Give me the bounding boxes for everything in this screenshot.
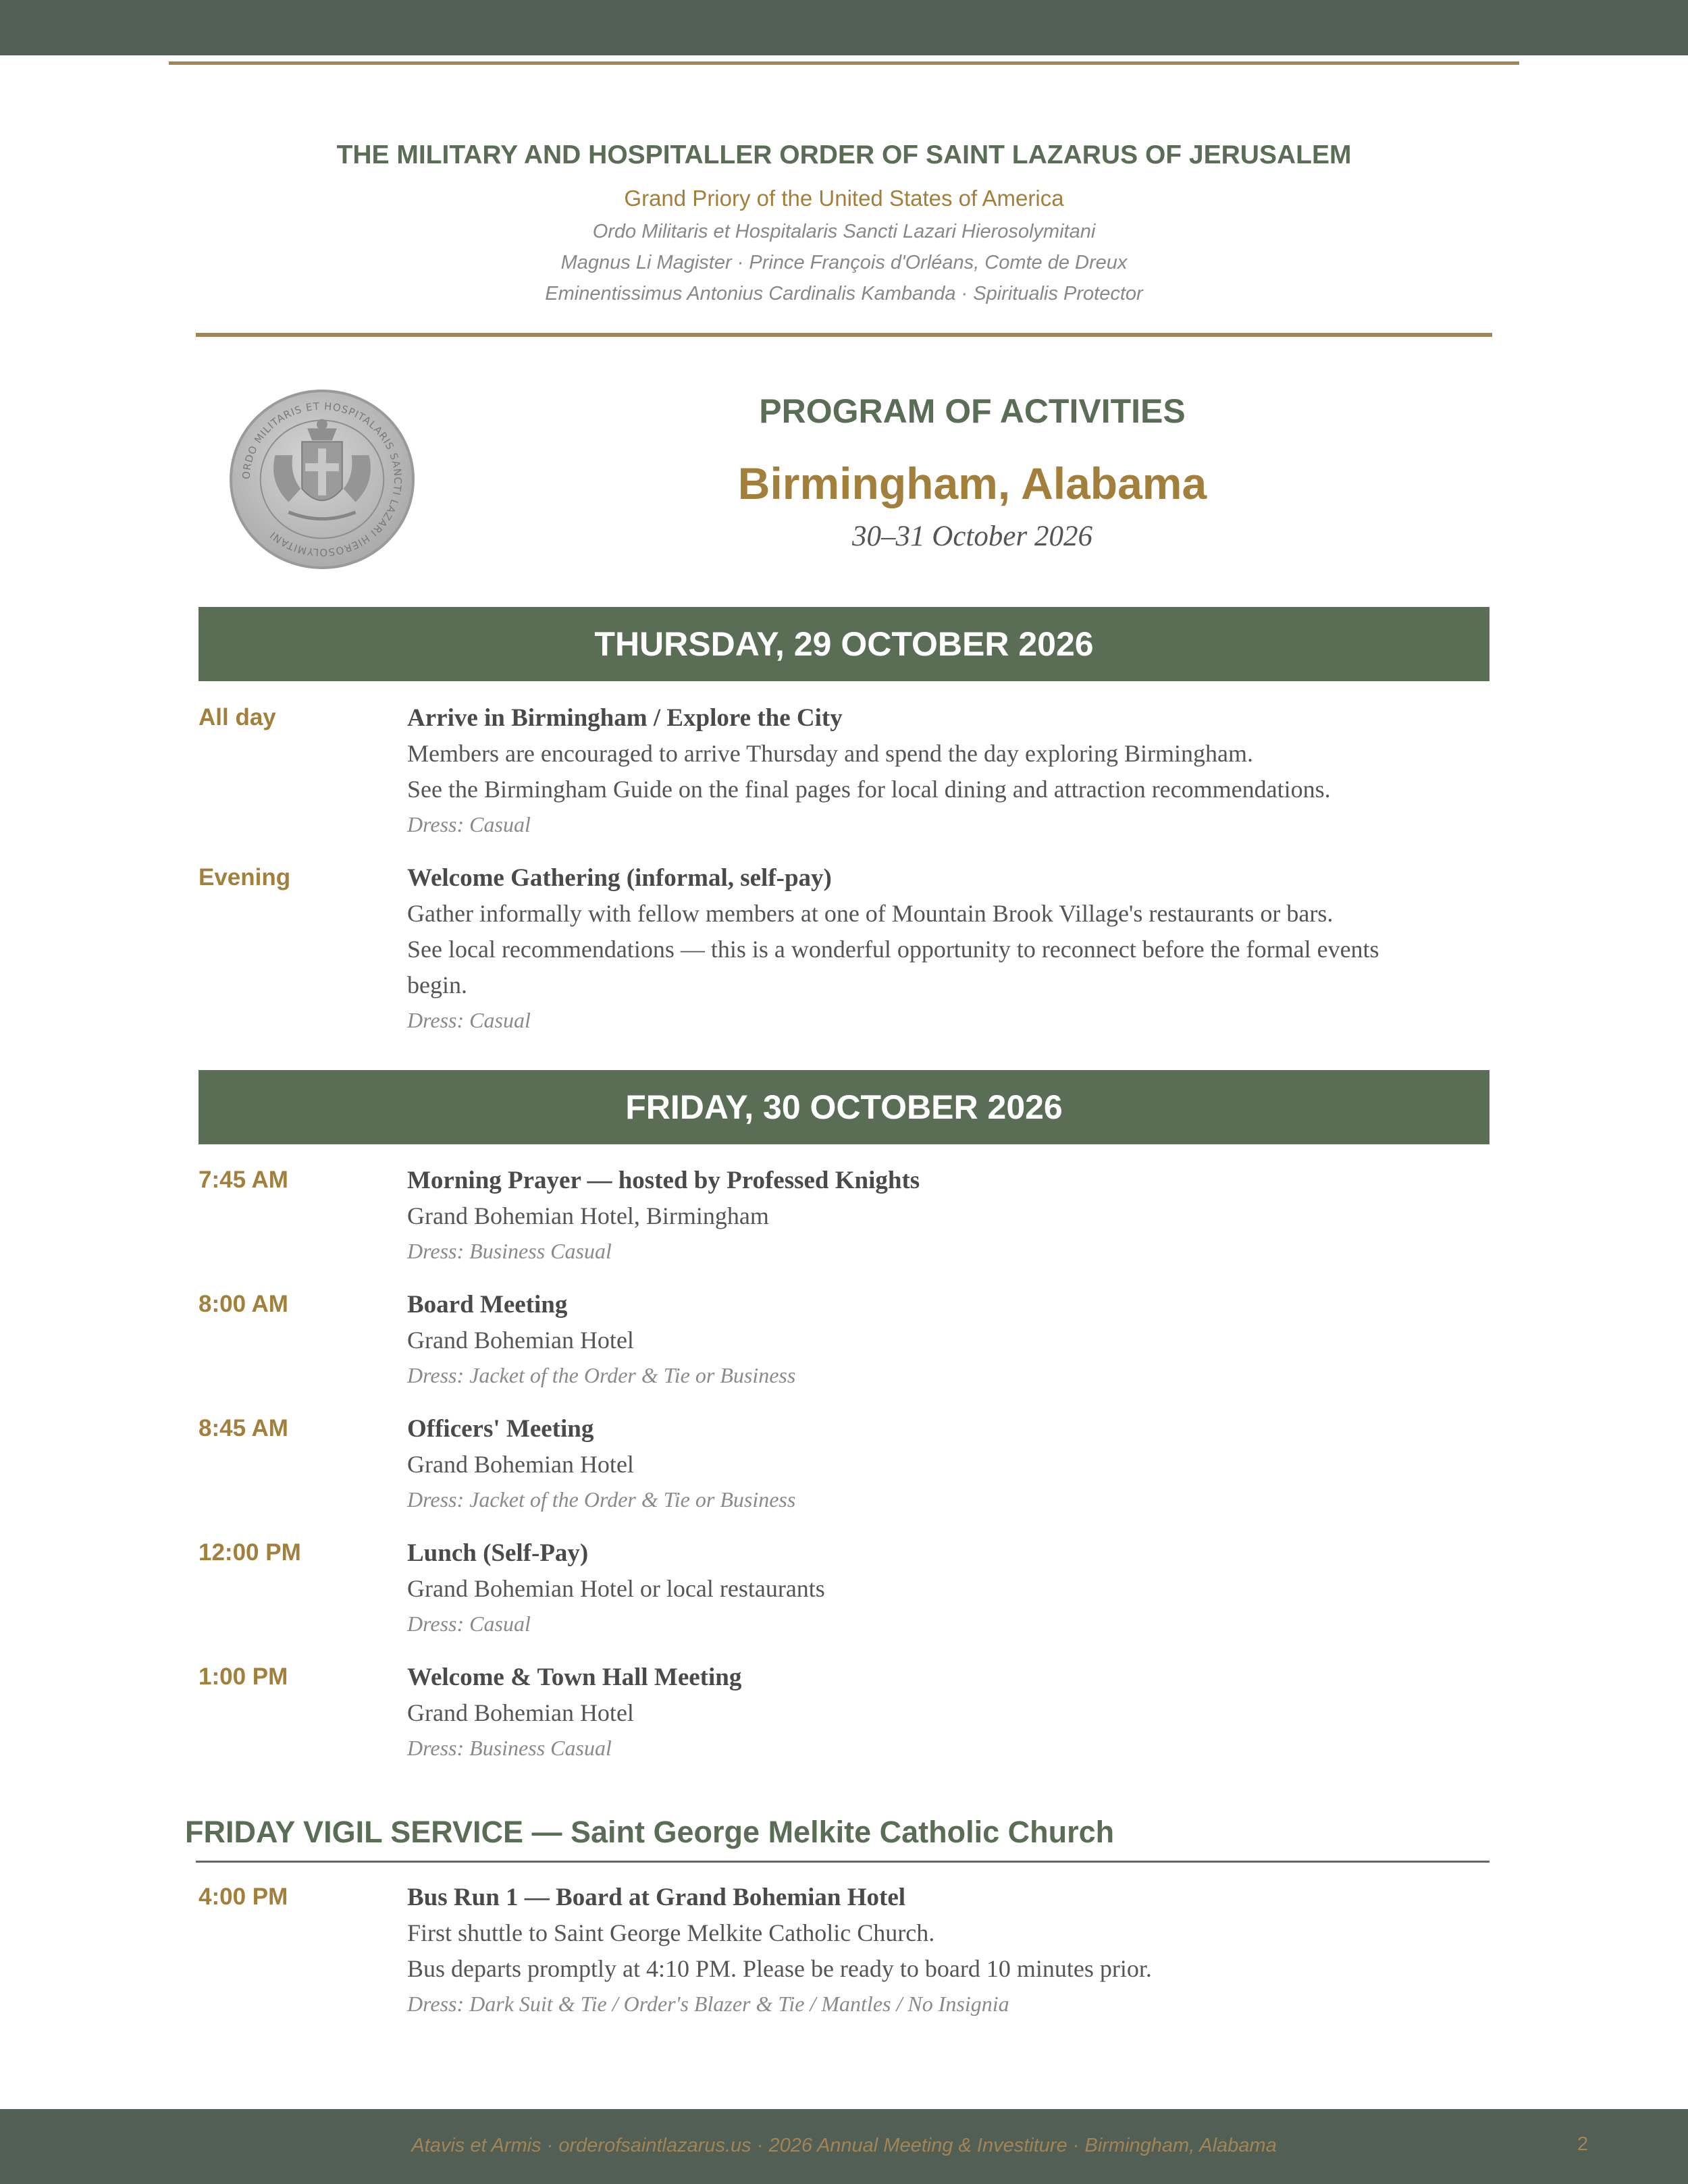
header-divider (196, 333, 1492, 337)
event-dress: Dress: Casual (407, 1612, 531, 1636)
event-details (407, 700, 1501, 841)
event-line: Grand Bohemian Hotel (407, 1327, 634, 1354)
event-details (407, 1880, 1501, 2021)
day-heading: THURSDAY, 29 OCTOBER 2026 (199, 607, 1489, 681)
event-title: Bus Run 1 — Board at Grand Bohemian Hotel (407, 1884, 906, 1911)
event-title: Welcome Gathering (informal, self-pay) (407, 864, 832, 892)
event-details (407, 860, 1501, 1037)
event-title: Arrive in Birmingham / Explore the City (407, 704, 843, 732)
event-dress: Dress: Jacket of the Order & Tie or Business (407, 1487, 796, 1512)
event-details (407, 1535, 1501, 1641)
event-details (407, 1163, 1501, 1268)
event-dress: Dress: Dark Suit & Tie / Order's Blazer & Tie / Mantles / No Insignia (407, 1992, 1009, 2016)
event-line: Bus departs promptly at 4:10 PM. Please be ready to board 10 minutes prior. (407, 1955, 1152, 1982)
day-heading: FRIDAY, 30 OCTOBER 2026 (199, 1070, 1489, 1144)
event-line: Grand Bohemian Hotel (407, 1699, 634, 1726)
event-dress: Dress: Business Casual (407, 1239, 612, 1263)
top-bar (0, 0, 1688, 55)
event-dress: Dress: Casual (407, 1008, 531, 1032)
vigil-divider (196, 1861, 1489, 1863)
event-title: Morning Prayer — hosted by Professed Knights (407, 1167, 920, 1194)
event-line: See local recommendations — this is a wonderful opportunity to reconnect before the formal events (407, 936, 1379, 963)
program-dates: 30–31 October 2026 (852, 521, 1092, 552)
event-details (407, 1287, 1501, 1392)
event-time: 8:00 AM (199, 1291, 288, 1317)
footer-bar (0, 2109, 1688, 2184)
event-details (407, 1659, 1501, 1765)
top-rule (169, 61, 1519, 65)
latin-line: Magnus Li Magister · Prince François d'Orléans, Comte de Dreux (560, 252, 1128, 273)
page-number: 2 (1577, 2133, 1589, 2155)
event-line: Gather informally with fellow members at one of Mountain Brook Village's restaurants or bars. (407, 900, 1334, 927)
event-line: begin. (407, 971, 467, 998)
event-title: Lunch (Self-Pay) (407, 1539, 589, 1567)
event-line: Grand Bohemian Hotel (407, 1451, 634, 1478)
event-time: All day (199, 704, 276, 730)
event-line: Members are encouraged to arrive Thursday and spend the day exploring Birmingham. (407, 740, 1253, 767)
event-details (407, 1411, 1501, 1516)
event-dress: Dress: Business Casual (407, 1736, 612, 1760)
event-dress: Dress: Casual (407, 812, 531, 836)
event-time: Evening (199, 864, 291, 890)
event-title: Welcome & Town Hall Meeting (407, 1663, 742, 1691)
event-time: 4:00 PM (199, 1884, 288, 1910)
event-line: Grand Bohemian Hotel or local restaurants (407, 1575, 825, 1602)
event-title: Officers' Meeting (407, 1415, 594, 1443)
event-dress: Dress: Jacket of the Order & Tie or Business (407, 1363, 796, 1387)
event-line: See the Birmingham Guide on the final pages for local dining and attraction recommendations. (407, 776, 1331, 803)
event-time: 1:00 PM (199, 1663, 288, 1690)
event-title: Board Meeting (407, 1291, 568, 1319)
event-line: First shuttle to Saint George Melkite Catholic Church. (407, 1919, 935, 1946)
latin-line: Eminentissimus Antonius Cardinalis Kambanda · Spiritualis Protector (545, 283, 1143, 304)
org-name: THE MILITARY AND HOSPITALLER ORDER OF SAINT LAZARUS OF JERUSALEM (336, 140, 1352, 169)
latin-line: Ordo Militaris et Hospitalaris Sancti Lazari Hierosolymitani (592, 221, 1096, 242)
order-seal-icon (228, 388, 416, 570)
seal-ring-text: ORDO MILITARIS ET HOSPITALARIS SANCTI LAZARI HIEROSOLYMITANI (240, 400, 404, 559)
vigil-heading: FRIDAY VIGIL SERVICE — Saint George Melkite Catholic Church (185, 1815, 1115, 1849)
event-time: 12:00 PM (199, 1539, 301, 1566)
priory-name: Grand Priory of the United States of America (624, 186, 1064, 211)
program-title: PROGRAM OF ACTIVITIES (759, 392, 1186, 430)
event-time: 8:45 AM (199, 1415, 288, 1441)
event-time: 7:45 AM (199, 1167, 288, 1193)
city-title: Birmingham, Alabama (737, 458, 1207, 508)
event-line: Grand Bohemian Hotel, Birmingham (407, 1202, 769, 1229)
footer-text: Atavis et Armis · orderofsaintlazarus.us · 2026 Annual Meeting & Investiture · Birmingham, Alabama (411, 2135, 1277, 2156)
